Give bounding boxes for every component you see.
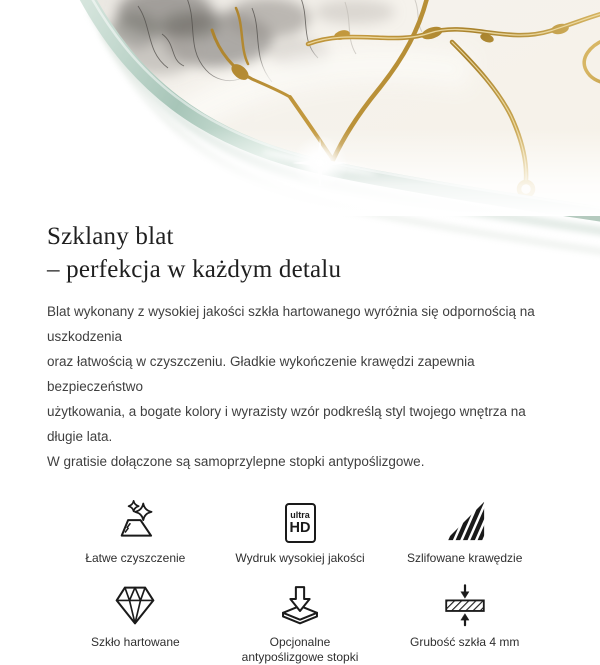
feature-label: Wydruk wysokiej jakości bbox=[235, 551, 365, 565]
polished-edge-icon bbox=[443, 499, 487, 543]
feature-grid bbox=[47, 497, 553, 665]
title-line-1: Szklany blat bbox=[47, 223, 174, 250]
feature-label: Szlifowane krawędzie bbox=[406, 551, 523, 565]
feature-label: Łatwe czyszczenie bbox=[85, 551, 186, 565]
feature-label-line-2: antypoślizgowe stopki bbox=[241, 650, 359, 664]
product-photo bbox=[0, 0, 600, 215]
feature-anti-slip-feet bbox=[218, 583, 383, 665]
feature-label bbox=[242, 635, 359, 665]
sparkle-clean-icon bbox=[113, 499, 157, 543]
ultra-hd-icon bbox=[285, 503, 316, 543]
feature-easy-cleaning bbox=[53, 497, 218, 566]
feature-tempered-glass bbox=[53, 583, 218, 665]
paragraph-line: Blat wykonany z wysokiej jakości szkła hartowanego wyróżnia się odpornością na uszkodzenia bbox=[47, 304, 535, 344]
paragraph-line: oraz łatwością w czyszczeniu. Gładkie wykończenie krawędzi zapewnia bezpieczeństwo bbox=[47, 354, 475, 394]
paragraph-line: użytkowania, a bogate kolory i wyrazisty wzór podkreślą styl twojego wnętrza na długie lata. bbox=[47, 404, 526, 444]
feature-glass-thickness bbox=[382, 583, 547, 665]
feature-label: Grubość szkła 4 mm bbox=[410, 635, 520, 649]
feature-label: Szkło hartowane bbox=[90, 635, 180, 649]
glass-thickness-icon bbox=[443, 583, 487, 627]
paragraph-line: W gratisie dołączone są samoprzylepne stopki antypoślizgowe. bbox=[47, 454, 425, 469]
description-paragraph bbox=[47, 299, 553, 474]
title-line-2: – perfekcja w każdym detalu bbox=[47, 256, 342, 283]
feature-label-line-1: Opcjonalne bbox=[269, 635, 331, 649]
ultra-hd-small-text: ultra bbox=[290, 510, 310, 520]
tabletop-photo-illustration bbox=[0, 0, 600, 215]
anti-slip-pad-icon bbox=[278, 583, 322, 627]
ultra-hd-big-text: HD bbox=[289, 520, 311, 536]
diamond-icon bbox=[113, 583, 157, 627]
feature-print-quality bbox=[218, 497, 383, 566]
feature-polished-edges bbox=[382, 497, 547, 566]
